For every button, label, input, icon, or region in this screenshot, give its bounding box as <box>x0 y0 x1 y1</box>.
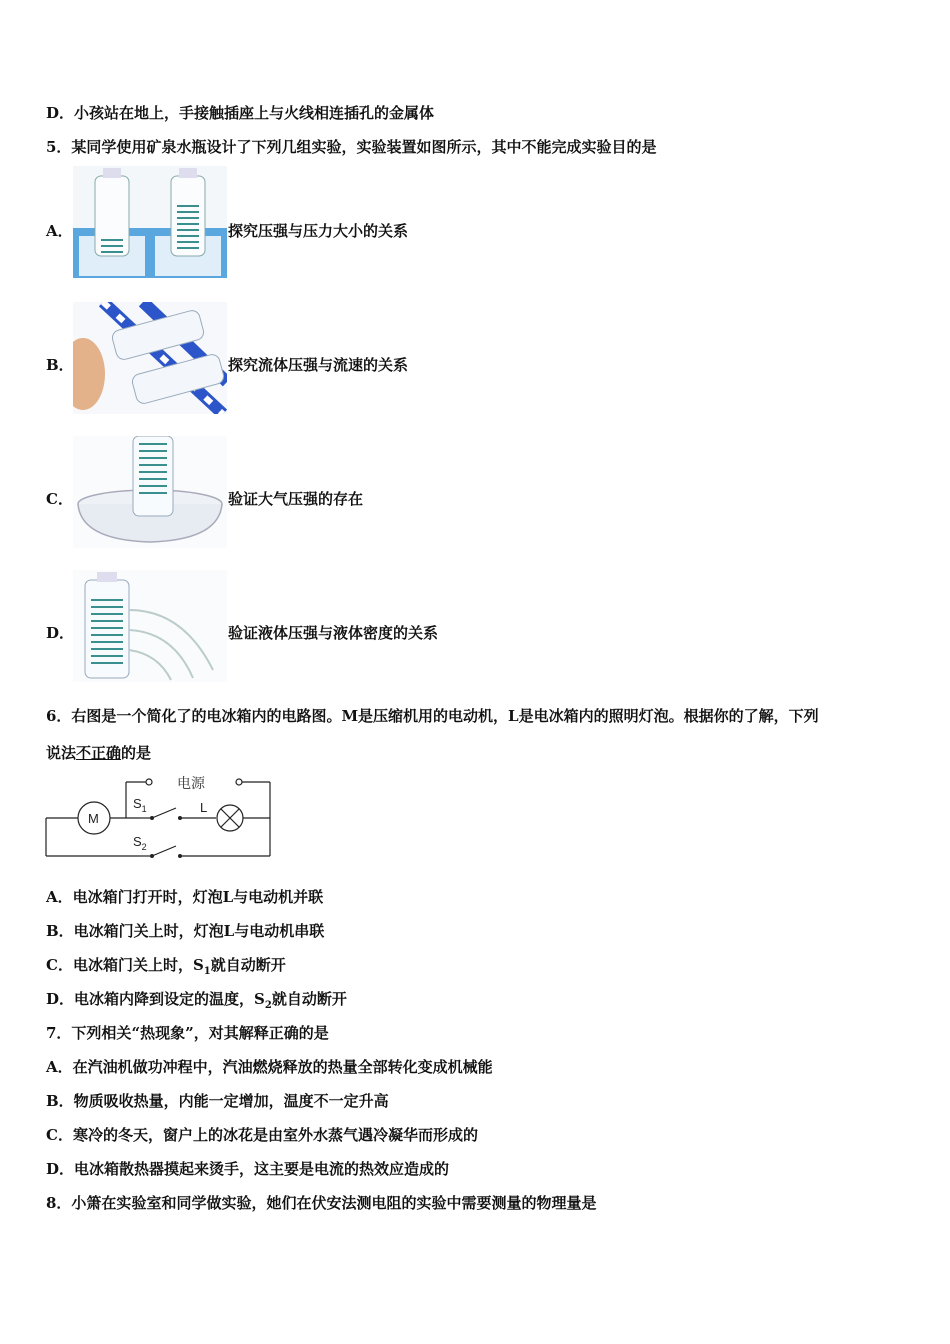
q5-option-c-label: C． <box>46 490 73 508</box>
q5-option-b-label: B． <box>46 356 74 374</box>
q5-option-d-label: D． <box>46 624 75 642</box>
q6-option-a: A．电冰箱门打开时，灯泡L与电动机并联 <box>46 888 324 906</box>
q6-option-c: C．电冰箱门关上时，$S_1$就自动断开 <box>46 956 286 977</box>
q7-option-d: D．电冰箱散热器摸起来烫手，这主要是电流的热效应造成的 <box>46 1160 450 1178</box>
circuit-motor-label: M <box>88 811 99 826</box>
q5-figure-a <box>73 166 227 278</box>
q5-figure-b <box>73 302 227 414</box>
q7-option-b: B．物质吸收热量，内能一定增加，温度不一定升高 <box>46 1092 389 1110</box>
circuit-s1-label: $S_1$ <box>133 796 147 814</box>
q6-underlined-term: 不正确 <box>76 744 122 762</box>
q8-stem: 8．小箫在实验室和同学做实验，她们在伏安法测电阻的实验中需要测量的物理量是 <box>46 1194 597 1212</box>
q6-option-d: D．电冰箱内降到设定的温度，$S_2$就自动断开 <box>46 990 347 1011</box>
q5-option-d-text: 验证液体压强与液体密度的关系 <box>228 624 439 642</box>
q5-option-a-label: A． <box>46 222 73 240</box>
q5-figure-c <box>73 436 227 548</box>
q7-option-c: C．寒冷的冬天，窗户上的冰花是由室外水蒸气遇冷凝华而形成的 <box>46 1126 478 1144</box>
q6-stem-line1: 6．右图是一个简化了的电冰箱内的电路图。M是压缩机用的电动机，L是电冰箱内的照明灯泡。根据你的了解，下列 <box>46 707 819 725</box>
circuit-source-label: 电源 <box>177 775 205 791</box>
q7-stem: 7．下列相关“热现象”，对其解释正确的是 <box>46 1024 329 1042</box>
q5-stem: 5．某同学使用矿泉水瓶设计了下列几组实验，实验装置如图所示，其中不能完成实验目的是 <box>46 138 657 156</box>
q6-stem-line2: 说法不正确的是 <box>46 744 152 762</box>
q5-figure-d <box>73 570 227 682</box>
circuit-s2-label: $S_2$ <box>133 834 147 852</box>
q4-option-d: D．小孩站在地上，手接触插座上与火线相连插孔的金属体 <box>46 104 435 122</box>
circuit-lamp-label: L <box>200 800 208 815</box>
q5-option-c-text: 验证大气压强的存在 <box>228 490 364 508</box>
q6-circuit-diagram <box>40 770 280 866</box>
q6-option-b: B．电冰箱门关上时，灯泡L与电动机串联 <box>46 922 325 940</box>
q7-option-a: A．在汽油机做功冲程中，汽油燃烧释放的热量全部转化变成机械能 <box>46 1058 493 1076</box>
q5-option-b-text: 探究流体压强与流速的关系 <box>228 356 409 374</box>
q5-option-a-text: 探究压强与压力大小的关系 <box>228 222 409 240</box>
